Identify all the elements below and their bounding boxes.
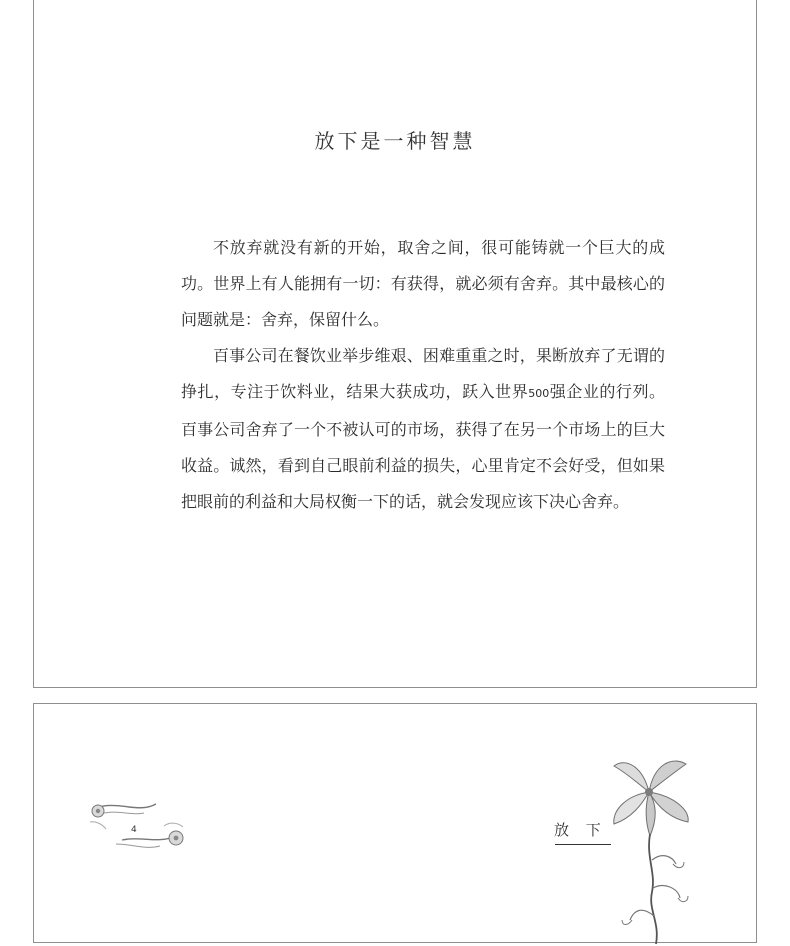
chapter-title: 放下是一种智慧 (314, 129, 476, 153)
paragraph-1: 不放弃就没有新的开始，取舍之间，很可能铸就一个巨大的成功。世界上有人能拥有一切：有获得，就必须有舍弃。其中最核心的问题就是：舍弃，保留什么。 (181, 238, 665, 329)
paragraph-2-part-2: 强企业的行列。百事公司舍弃了一个不被认可的市场，获得了在另一个市场上的巨大收益。诚然，看到自己眼前利益的损失，心里肯定不会好受，但如果把眼前的利益和大局权衡一下的话，就会发现应该下决心舍弃。 (181, 382, 665, 511)
running-header: 放 下 (554, 821, 607, 839)
paragraph-2 (181, 338, 665, 520)
book-page-bottom (33, 703, 757, 943)
floral-vine-ornament-icon (82, 796, 192, 858)
paragraph-2-number: 500 (528, 387, 550, 400)
lily-flower-vine-icon (604, 756, 694, 946)
chapter-body (181, 230, 665, 520)
running-header-underline (555, 844, 611, 845)
paragraph-2-part-1: 百事公司在餐饮业举步维艰、困难重重之时，果断放弃了无谓的挣扎，专注于饮料业，结果大获成功，跃入世界 (181, 346, 665, 401)
page-number: 4 (131, 825, 137, 835)
book-page-top (33, 0, 757, 688)
